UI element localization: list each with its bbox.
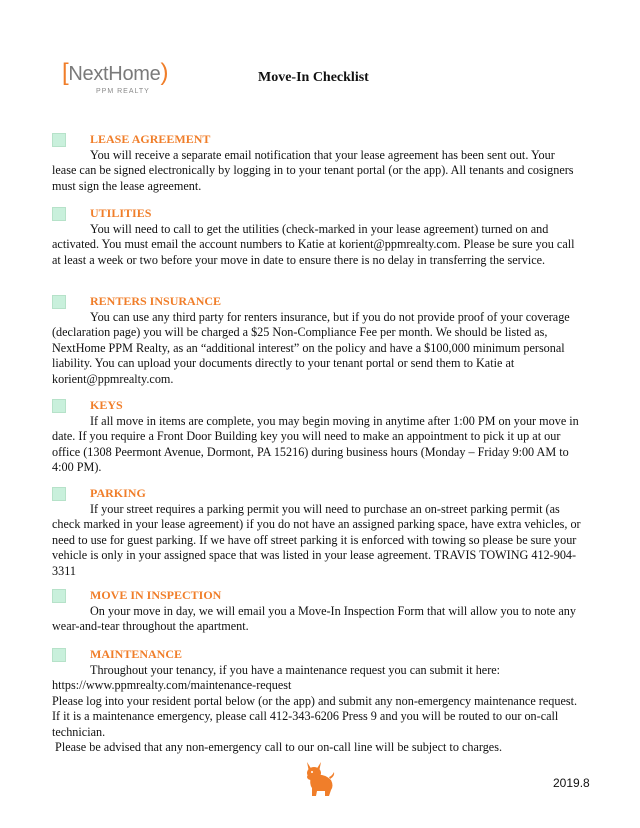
- maintenance-instructions: Please log into your resident portal below (or the app) and submit any non-emergency maintenance request. If it is a maintenance emergency, please call 412-343-6206 Press 9 and you will be routed to our on-call technician.: [52, 693, 578, 739]
- section-heading: MOVE IN INSPECTION: [90, 588, 222, 602]
- section-heading: KEYS: [90, 398, 123, 412]
- logo-right-bracket: ): [160, 59, 169, 86]
- logo-brand-name: NextHome: [68, 63, 161, 85]
- renters-insurance-checkbox[interactable]: [52, 295, 66, 309]
- section-body: You will receive a separate email notification that your lease agreement has been sent out. Your lease can be signed electronically by logging in to your tenant portal (or the app). All tenants and cosigners must sign the lease agreement.: [52, 148, 574, 193]
- company-logo: [60, 58, 190, 100]
- parking-checkbox[interactable]: [52, 487, 66, 501]
- dog-icon: [301, 760, 337, 798]
- logo-subtitle: PPM REALTY: [96, 88, 150, 95]
- section-heading: LEASE AGREEMENT: [90, 132, 211, 146]
- keys-checkbox[interactable]: [52, 399, 66, 413]
- section-parking: [52, 487, 582, 579]
- section-body: You can use any third party for renters insurance, but if you do not provide proof of your coverage (declaration page) you will be charged a $25 Non-Compliance Fee per month. We should be listed as, NextHome PPM Realty, as an “additional interest” on the policy and have a $100,000 minimum personal liability. You can upload your documents directly to your tenant portal or send them to Katie at korient@ppmrealty.com.: [52, 310, 570, 386]
- section-body: You will need to call to get the utilities (check-marked in your lease agreement) turned on and activated. You must email the account numbers to Katie at korient@ppmrealty.com. Please be sure you call at least a week or two before your move in date to ensure there is no delay in transferring the service.: [52, 222, 575, 267]
- section-move-in-inspection: [52, 589, 582, 635]
- section-heading: PARKING: [90, 486, 146, 500]
- section-heading: MAINTENANCE: [90, 647, 183, 661]
- utilities-checkbox[interactable]: [52, 207, 66, 221]
- lease-agreement-checkbox[interactable]: [52, 133, 66, 147]
- section-keys: [52, 399, 582, 476]
- logo-left-bracket: [: [62, 59, 69, 86]
- section-heading: UTILITIES: [90, 206, 152, 220]
- page-title: Move-In Checklist: [258, 70, 369, 85]
- maintenance-intro: Throughout your tenancy, if you have a maintenance request you can submit it here:: [90, 663, 501, 677]
- logo-wordmark: [62, 58, 168, 89]
- section-heading: RENTERS INSURANCE: [90, 294, 222, 308]
- section-body: If your street requires a parking permit you will need to purchase an on-street parking permit (as check marked in your lease agreement) if you do not have an assigned parking space, have extra vehicles, or need to use for guest parking. If we have off street parking it is enforced with towing so please be sure your vehicle is only in your assigned space that was listed in your lease agreement. TRAVIS TOWING 412-904-3311: [52, 502, 581, 578]
- section-lease-agreement: [52, 133, 582, 194]
- maintenance-checkbox[interactable]: [52, 648, 66, 662]
- section-renters-insurance: [52, 295, 582, 387]
- section-body: If all move in items are complete, you may begin moving in anytime after 1:00 PM on your move in date. If you require a Front Door Building key you will need to make an appointment to pick it up at our office (1308 Peermont Avenue, Dormont, PA 15216) during business hours (Monday – Friday 9:00 AM to 4:00 PM).: [52, 414, 579, 475]
- section-body: On your move in day, we will email you a Move-In Inspection Form that will allow you to note any wear-and-tear throughout the apartment.: [52, 604, 576, 634]
- move-in-inspection-checkbox[interactable]: [52, 589, 66, 603]
- section-utilities: [52, 207, 582, 268]
- maintenance-charges-note: Please be advised that any non-emergency call to our on-call line will be subject to charges.: [52, 740, 503, 755]
- version-label: 2019.8: [553, 776, 590, 790]
- section-maintenance: [52, 648, 582, 755]
- maintenance-request-link[interactable]: https://www.ppmrealty.com/maintenance-request: [52, 678, 292, 693]
